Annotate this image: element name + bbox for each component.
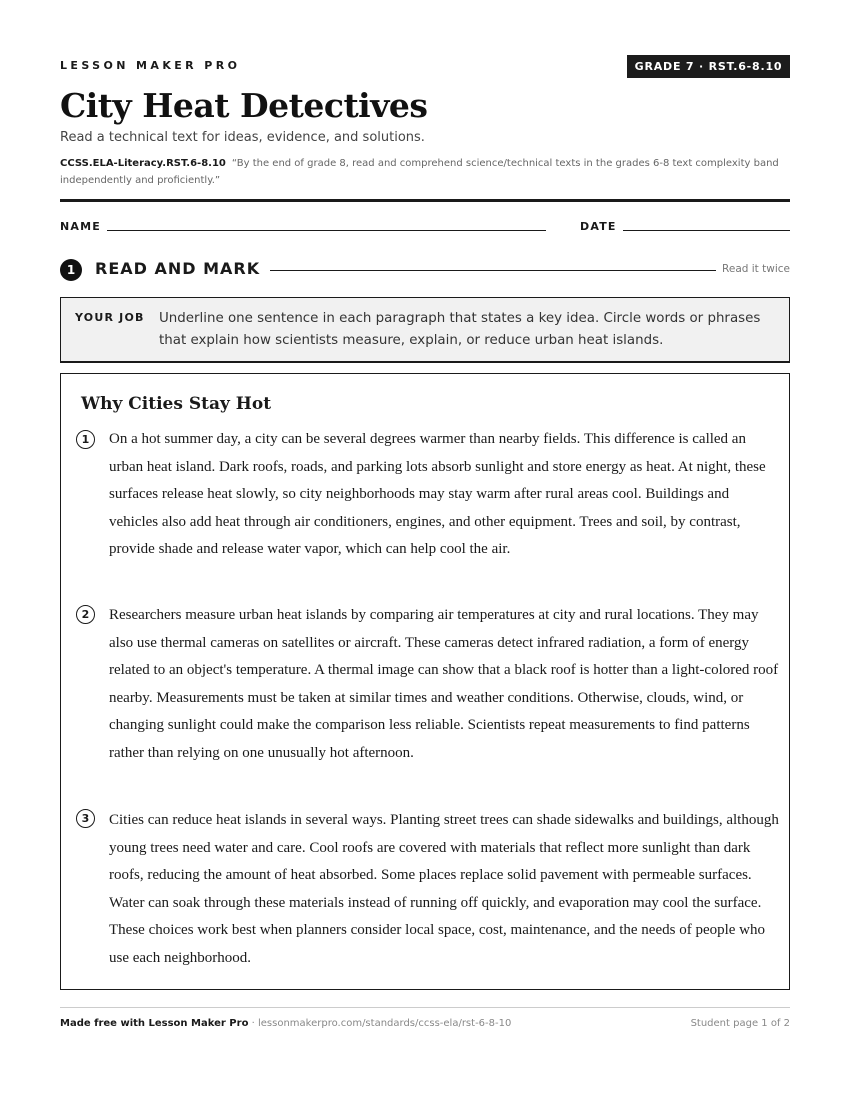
reading-passage: [60, 373, 790, 990]
paragraph-number-2: 2: [76, 605, 95, 624]
page-title: City Heat Detectives: [60, 86, 428, 125]
paragraph-1: On a hot summer day, a city can be several degrees warmer than nearby fields. This difference is called an urban heat island. Dark roofs, roads, and parking lots absorb sunlight and store energy as heat. At night, these surfaces release heat slowly, so city neighborhoods may stay warm after rural areas cool. Buildings and vehicles also add heat through air conditioners, engines, and other equipment. Trees and soil, by contrast, provide shade and release water vapor, which can help cool the air.: [109, 431, 766, 558]
section-number-badge: 1: [60, 259, 82, 281]
name-label: NAME: [60, 220, 101, 233]
paragraph-number-3: 3: [76, 809, 95, 828]
grade-badge: GRADE 7 · RST.6-8.10: [627, 55, 790, 78]
paragraph-3: Cities can reduce heat islands in several ways. Planting street trees can shade sidewalks and buildings, although young trees need water and care. Cool roofs are covered with materials that reflect more sunlight than dark roofs, reducing the amount of heat absorbed. Some places replace solid pavement with permeable surfaces. Water can soak through these materials instead of running off quickly, and evaporation may cool the surface. These choices work best when planners consider local space, cost, maintenance, and the needs of people who use each neighborhood.: [109, 812, 779, 966]
date-label: DATE: [580, 220, 617, 233]
section-title: READ AND MARK: [95, 259, 261, 278]
standard-quote: “By the end of grade 8, read and comprehend science/technical texts in the grades 6-8 text complexity band independently and proficiently.”: [60, 158, 779, 186]
instructions-text: Underline one sentence in each paragraph that states a key idea. Circle words or phrases that explain how scientists measure, explain, or reduce urban heat islands.: [159, 311, 761, 348]
passage-title: Why Cities Stay Hot: [81, 394, 272, 414]
footer-url[interactable]: · lessonmakerpro.com/standards/ccss-ela/rst-6-8-10: [248, 1018, 512, 1029]
section-divider: [270, 270, 716, 271]
standard-code: CCSS.ELA-Literacy.RST.6-8.10: [60, 158, 226, 169]
paragraph-number-1: 1: [76, 430, 95, 449]
header-divider: [60, 199, 790, 202]
page-subtitle: Read a technical text for ideas, evidence, and solutions.: [60, 130, 425, 145]
footer-credit: [60, 1018, 511, 1029]
instructions-label: YOUR JOB: [75, 311, 145, 324]
date-field[interactable]: [623, 230, 790, 231]
brand-name: LESSON MAKER PRO: [60, 59, 241, 72]
footer-divider: [60, 1007, 790, 1008]
footer-page-number: Student page 1 of 2: [690, 1018, 790, 1029]
section-note: Read it twice: [722, 263, 790, 275]
name-field[interactable]: [107, 230, 546, 231]
instructions-box: [60, 297, 790, 363]
standard-statement: [60, 155, 790, 189]
footer-made-with: Made free with Lesson Maker Pro: [60, 1018, 249, 1029]
paragraph-2: Researchers measure urban heat islands by comparing air temperatures at city and rural locations. They may also use thermal cameras on satellites or aircraft. These cameras detect infrared radiation, a form of energy related to an object's temperature. A thermal image can show that a black roof is hotter than a light-colored roof nearby. Measurements must be taken at similar times and weather conditions. Otherwise, clouds, wind, or changing sunlight could make the comparison less reliable. Scientists repeat measurements to find patterns rather than relying on one unusually hot afternoon.: [109, 607, 779, 761]
